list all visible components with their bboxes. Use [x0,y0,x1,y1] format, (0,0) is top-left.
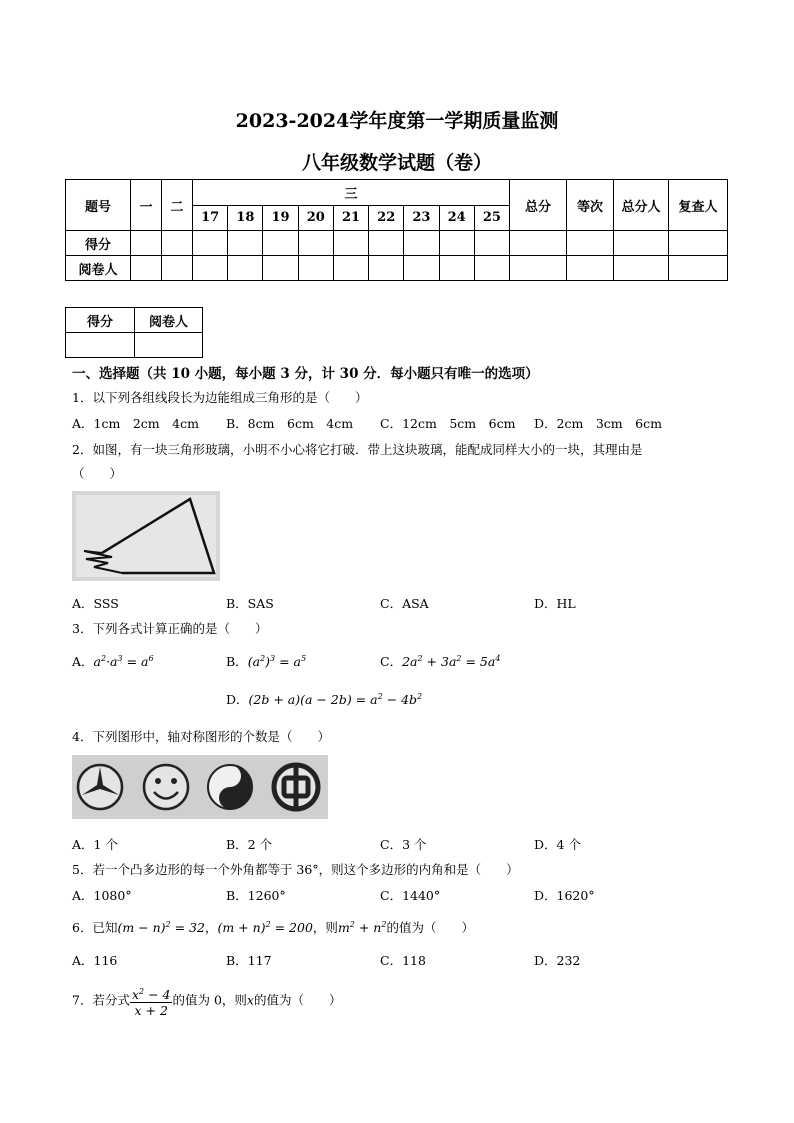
score-cell [567,231,614,256]
small-header-score: 得分 [66,308,135,333]
q1-option-a: A．1cm 2cm 4cm [72,416,199,431]
q4-option-b: B．2 个 [226,837,273,852]
header-section-2: 二 [162,180,193,231]
header-q24: 24 [439,205,474,231]
broken-triangle-figure [72,491,220,581]
mercedes-logo-icon [78,765,122,809]
marker-cell [228,256,263,281]
header-section-3: 三 [193,180,510,206]
section-heading: 一、选择题（共 10 小题，每小题 3 分，计 30 分．每小题只有唯一的选项） [72,366,539,382]
score-cell [298,231,333,256]
score-cell [333,231,368,256]
header-q22: 22 [369,205,404,231]
header-grade: 等次 [567,180,614,231]
q1-stem: 1．以下列各组线段长为边能组成三角形的是（ ） [72,390,368,405]
marker-cell [162,256,193,281]
marker-cell [298,256,333,281]
header-q21: 21 [333,205,368,231]
header-q20: 20 [298,205,333,231]
score-cell [193,231,228,256]
small-cell [135,333,203,358]
section-score-table [65,307,203,358]
bank-of-china-logo-icon [274,765,318,809]
marker-cell [404,256,439,281]
marker-cell [669,256,728,281]
score-cell [369,231,404,256]
score-cell [263,231,298,256]
score-cell [474,231,509,256]
symbols-figure [72,755,328,819]
score-cell [131,231,162,256]
q3-option-d: D．$(2b + a)(a - 2b) = a^2 - 4b^2$ [226,691,423,707]
q7-fraction: $\frac{x^2 - 4}{x + 2}$ [130,984,173,1018]
marker-cell [510,256,567,281]
q3-stem: 3．下列各式计算正确的是（ ） [72,621,268,636]
score-cell [439,231,474,256]
q2-option-a: A．SSS [72,596,119,611]
header-tihao: 题号 [66,180,131,231]
header-total: 总分 [510,180,567,231]
q5-option-d: D．1620° [534,888,595,903]
q1-option-b: B．8cm 6cm 4cm [226,416,354,431]
header-section-1: 一 [131,180,162,231]
q6-option-b: B．117 [226,953,272,968]
score-cell [228,231,263,256]
marker-cell [567,256,614,281]
q5-option-b: B．1260° [226,888,286,903]
header-recheck: 复查人 [669,180,728,231]
q4-option-a: A．1 个 [72,837,118,852]
q1-option-c: C．12cm 5cm 6cm [380,416,516,431]
score-cell [510,231,567,256]
q6-option-a: A．116 [72,953,118,968]
q2-stem-bracket: （ ） [72,466,123,481]
row-label-marker: 阅卷人 [66,256,131,281]
header-q17: 17 [193,205,228,231]
q2-option-c: C．ASA [380,596,429,611]
yin-yang-icon [208,765,252,809]
q3-option-b: B．$(a^2)^3 = a^5$ [226,653,307,669]
q3-option-c: C．$2a^2 + 3a^2 = 5a^4$ [380,653,501,669]
header-total-person: 总分人 [614,180,669,231]
q4-stem: 4．下列图形中，轴对称图形的个数是（ ） [72,729,330,744]
exam-title: 2023-2024学年度第一学期质量监测 [235,110,559,132]
marker-cell [614,256,669,281]
score-cell [669,231,728,256]
header-q18: 18 [228,205,263,231]
marker-cell [131,256,162,281]
q4-option-d: D．4 个 [534,837,581,852]
q1-option-d: D．2cm 3cm 6cm [534,416,662,431]
q2-option-d: D．HL [534,596,576,611]
marker-cell [333,256,368,281]
score-cell [614,231,669,256]
header-q25: 25 [474,205,509,231]
score-cell [162,231,193,256]
header-q23: 23 [404,205,439,231]
score-cell [404,231,439,256]
q5-option-c: C．1440° [380,888,441,903]
small-header-marker: 阅卷人 [135,308,203,333]
marker-cell [439,256,474,281]
marker-cell [369,256,404,281]
q5-stem: 5．若一个凸多边形的每一个外角都等于 36°，则这个多边形的内角和是（ ） [72,862,519,877]
q7-stem: 7．若分式 $\frac{x^2 - 4}{x + 2}$ 的值为 0，则x的值为（ ） [72,984,342,1018]
marker-cell [474,256,509,281]
score-table [65,179,728,281]
q2-stem: 2．如图，有一块三角形玻璃，小明不小心将它打破．带上这块玻璃，能配成同样大小的一块，其理由是 [72,442,643,457]
marker-cell [263,256,298,281]
q6-stem: 6．已知$(m - n)^2 = 32$，$(m + n)^2 = 200$，则$m^2 + n^2$的值为（ ） [72,919,474,935]
row-label-score: 得分 [66,231,131,256]
small-cell [66,333,135,358]
exam-subtitle: 八年级数学试题（卷） [301,152,492,174]
q4-option-c: C．3 个 [380,837,427,852]
header-q19: 19 [263,205,298,231]
q6-option-d: D．232 [534,953,581,968]
q5-option-a: A．1080° [72,888,132,903]
marker-cell [193,256,228,281]
q3-option-a: A．$a^2\cdot a^3 = a^6$ [72,653,154,669]
q6-option-c: C．118 [380,953,426,968]
q2-option-b: B．SAS [226,596,274,611]
smiley-face-icon [144,765,188,809]
